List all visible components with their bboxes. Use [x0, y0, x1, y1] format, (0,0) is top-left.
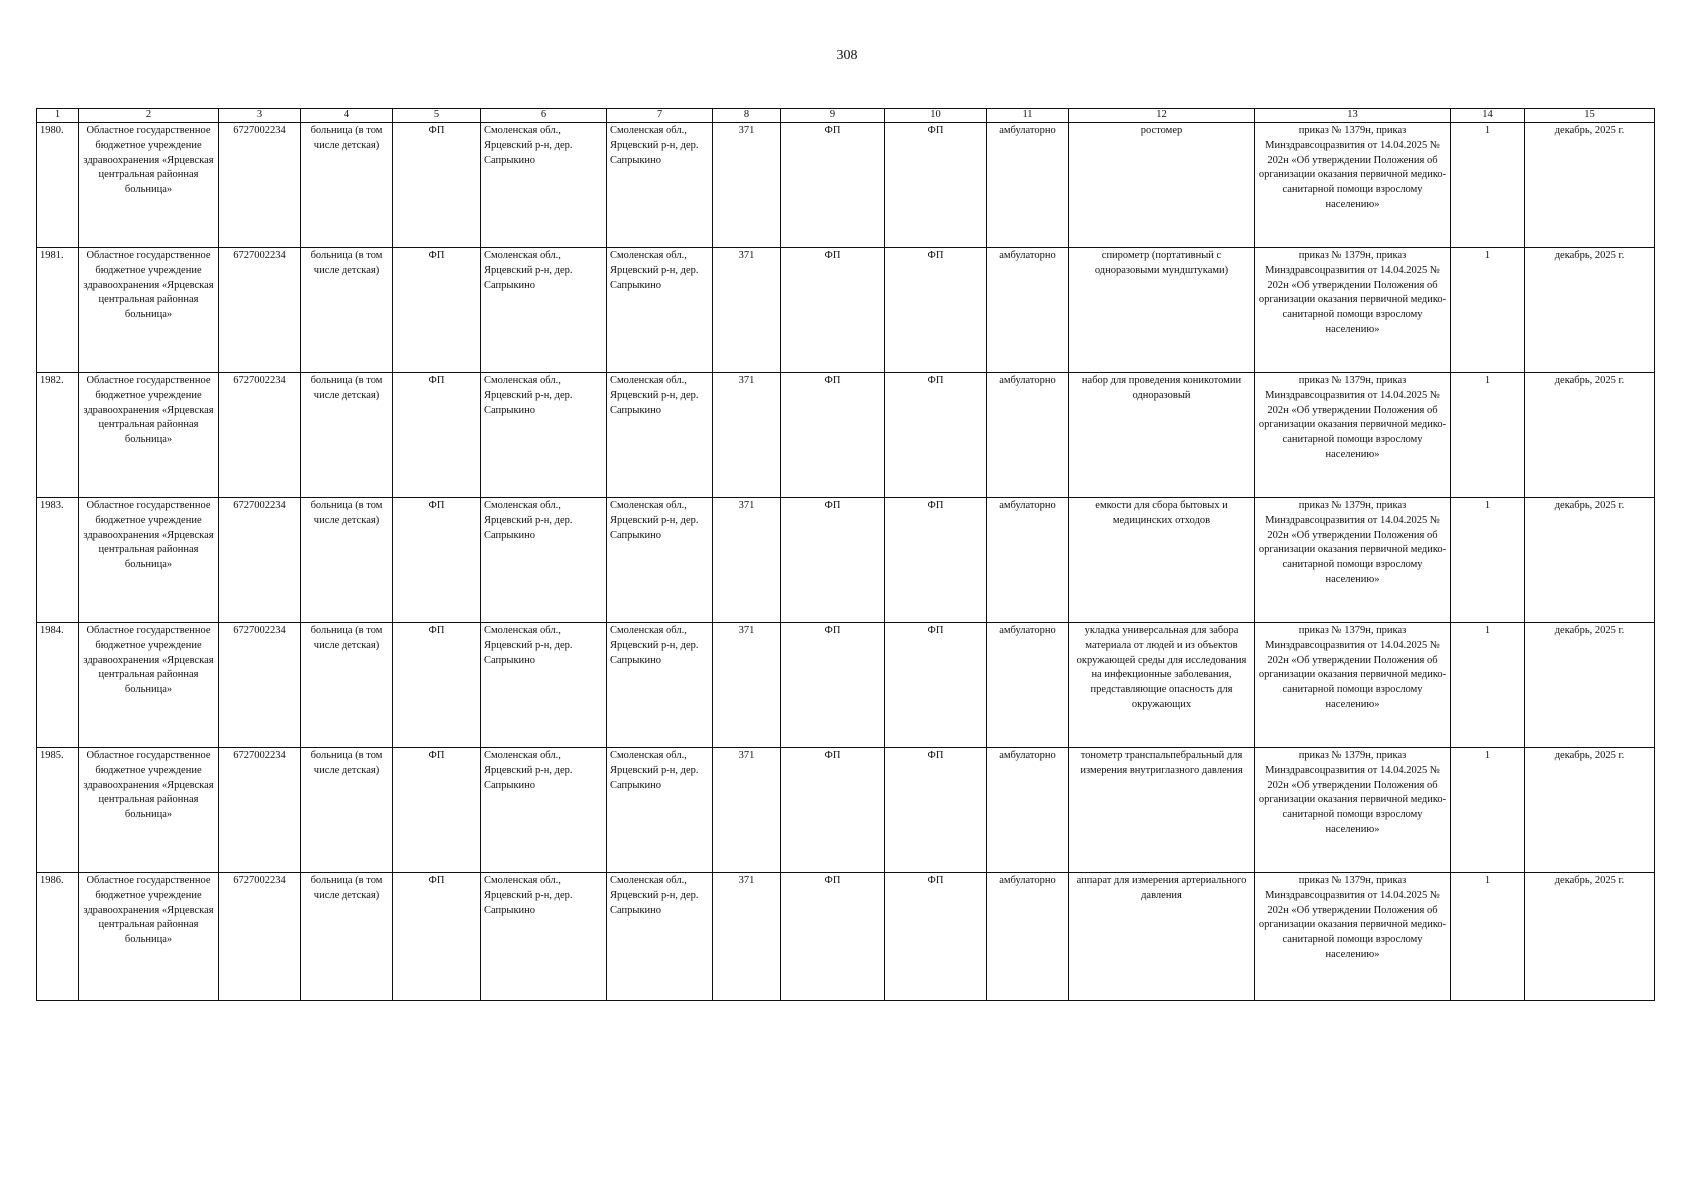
- facility-type-cell: больница (в том числе детская): [301, 373, 393, 498]
- facility-type-cell: больница (в том числе детская): [301, 498, 393, 623]
- row-number-cell: 1985.: [37, 748, 79, 873]
- organization-name-cell: Областное государственное бюджетное учреждение здравоохранения «Ярцевская центральная районная больница»: [79, 123, 219, 248]
- organization-name-cell: Областное государственное бюджетное учреждение здравоохранения «Ярцевская центральная районная больница»: [79, 748, 219, 873]
- organization-inn-cell: 6727002234: [219, 623, 301, 748]
- care-mode-cell: амбулаторно: [987, 498, 1069, 623]
- address-actual-cell: Смоленская обл., Ярцевский р-н, дер. Сапрыкино: [607, 873, 713, 1001]
- unit-name-cell: ФП: [781, 623, 885, 748]
- quantity-cell: 1: [1451, 373, 1525, 498]
- column-number-header: 7: [607, 109, 713, 123]
- column-number-header: 4: [301, 109, 393, 123]
- code-value-cell: 371: [713, 623, 781, 748]
- equipment-name-cell: тонометр транспальпебральный для измерения внутриглазного давления: [1069, 748, 1255, 873]
- column-number-header: 10: [885, 109, 987, 123]
- column-number-header: 5: [393, 109, 481, 123]
- organization-inn-cell: 6727002234: [219, 498, 301, 623]
- address-actual-cell: Смоленская обл., Ярцевский р-н, дер. Сапрыкино: [607, 248, 713, 373]
- address-legal-cell: Смоленская обл., Ярцевский р-н, дер. Сапрыкино: [481, 623, 607, 748]
- table-row: [37, 748, 1655, 873]
- quantity-cell: 1: [1451, 248, 1525, 373]
- column-number-header: 1: [37, 109, 79, 123]
- unit-type-cell: ФП: [393, 748, 481, 873]
- column-number-header: 6: [481, 109, 607, 123]
- table-row: [37, 623, 1655, 748]
- equipment-name-cell: емкости для сбора бытовых и медицинских отходов: [1069, 498, 1255, 623]
- quantity-cell: 1: [1451, 873, 1525, 1001]
- code-value-cell: 371: [713, 373, 781, 498]
- care-mode-cell: амбулаторно: [987, 123, 1069, 248]
- table-row: [37, 498, 1655, 623]
- address-actual-cell: Смоленская обл., Ярцевский р-н, дер. Сапрыкино: [607, 373, 713, 498]
- row-number-cell: 1981.: [37, 248, 79, 373]
- address-legal-cell: Смоленская обл., Ярцевский р-н, дер. Сапрыкино: [481, 248, 607, 373]
- unit-name-cell: ФП: [781, 373, 885, 498]
- organization-name-cell: Областное государственное бюджетное учреждение здравоохранения «Ярцевская центральная районная больница»: [79, 623, 219, 748]
- organization-inn-cell: 6727002234: [219, 748, 301, 873]
- care-mode-cell: амбулаторно: [987, 873, 1069, 1001]
- address-legal-cell: Смоленская обл., Ярцевский р-н, дер. Сапрыкино: [481, 123, 607, 248]
- address-legal-cell: Смоленская обл., Ярцевский р-н, дер. Сапрыкино: [481, 873, 607, 1001]
- organization-inn-cell: 6727002234: [219, 123, 301, 248]
- unit-subdivision-cell: ФП: [885, 248, 987, 373]
- equipment-name-cell: укладка универсальная для забора материала от людей и из объектов окружающей среды для исследования на инфекционные заболевания, представляющие опасность для окружающих: [1069, 623, 1255, 748]
- unit-subdivision-cell: ФП: [885, 873, 987, 1001]
- unit-name-cell: ФП: [781, 248, 885, 373]
- equipment-name-cell: набор для проведения коникотомии одноразовый: [1069, 373, 1255, 498]
- column-number-header: 14: [1451, 109, 1525, 123]
- row-number-cell: 1984.: [37, 623, 79, 748]
- quantity-cell: 1: [1451, 623, 1525, 748]
- row-number-cell: 1980.: [37, 123, 79, 248]
- organization-name-cell: Областное государственное бюджетное учреждение здравоохранения «Ярцевская центральная районная больница»: [79, 248, 219, 373]
- address-legal-cell: Смоленская обл., Ярцевский р-н, дер. Сапрыкино: [481, 748, 607, 873]
- column-number-header: 12: [1069, 109, 1255, 123]
- care-mode-cell: амбулаторно: [987, 623, 1069, 748]
- organization-inn-cell: 6727002234: [219, 373, 301, 498]
- facility-type-cell: больница (в том числе детская): [301, 123, 393, 248]
- address-actual-cell: Смоленская обл., Ярцевский р-н, дер. Сапрыкино: [607, 498, 713, 623]
- legal-basis-cell: приказ № 1379н, приказ Минздравсоцразвития от 14.04.2025 № 202н «Об утверждении Положения об организации оказания первичной медико-санитарной помощи взрослому населению»: [1255, 623, 1451, 748]
- equipment-register-table: [36, 108, 1655, 1001]
- code-value-cell: 371: [713, 248, 781, 373]
- code-value-cell: 371: [713, 498, 781, 623]
- column-number-header: 13: [1255, 109, 1451, 123]
- legal-basis-cell: приказ № 1379н, приказ Минздравсоцразвития от 14.04.2025 № 202н «Об утверждении Положения об организации оказания первичной медико-санитарной помощи взрослому населению»: [1255, 498, 1451, 623]
- deadline-cell: декабрь, 2025 г.: [1525, 748, 1655, 873]
- code-value-cell: 371: [713, 123, 781, 248]
- row-number-cell: 1983.: [37, 498, 79, 623]
- deadline-cell: декабрь, 2025 г.: [1525, 623, 1655, 748]
- facility-type-cell: больница (в том числе детская): [301, 623, 393, 748]
- row-number-cell: 1982.: [37, 373, 79, 498]
- organization-name-cell: Областное государственное бюджетное учреждение здравоохранения «Ярцевская центральная районная больница»: [79, 498, 219, 623]
- table-row: [37, 123, 1655, 248]
- table-row: [37, 873, 1655, 1001]
- unit-type-cell: ФП: [393, 373, 481, 498]
- unit-type-cell: ФП: [393, 498, 481, 623]
- unit-type-cell: ФП: [393, 248, 481, 373]
- unit-type-cell: ФП: [393, 873, 481, 1001]
- unit-subdivision-cell: ФП: [885, 623, 987, 748]
- table-row: [37, 248, 1655, 373]
- deadline-cell: декабрь, 2025 г.: [1525, 873, 1655, 1001]
- care-mode-cell: амбулаторно: [987, 373, 1069, 498]
- column-number-header: 9: [781, 109, 885, 123]
- column-number-header: 2: [79, 109, 219, 123]
- column-number-row: [37, 109, 1655, 123]
- unit-subdivision-cell: ФП: [885, 498, 987, 623]
- quantity-cell: 1: [1451, 498, 1525, 623]
- deadline-cell: декабрь, 2025 г.: [1525, 248, 1655, 373]
- deadline-cell: декабрь, 2025 г.: [1525, 373, 1655, 498]
- facility-type-cell: больница (в том числе детская): [301, 248, 393, 373]
- unit-subdivision-cell: ФП: [885, 123, 987, 248]
- code-value-cell: 371: [713, 748, 781, 873]
- organization-name-cell: Областное государственное бюджетное учреждение здравоохранения «Ярцевская центральная районная больница»: [79, 373, 219, 498]
- address-actual-cell: Смоленская обл., Ярцевский р-н, дер. Сапрыкино: [607, 623, 713, 748]
- unit-name-cell: ФП: [781, 873, 885, 1001]
- facility-type-cell: больница (в том числе детская): [301, 748, 393, 873]
- care-mode-cell: амбулаторно: [987, 748, 1069, 873]
- unit-name-cell: ФП: [781, 748, 885, 873]
- legal-basis-cell: приказ № 1379н, приказ Минздравсоцразвития от 14.04.2025 № 202н «Об утверждении Положения об организации оказания первичной медико-санитарной помощи взрослому населению»: [1255, 748, 1451, 873]
- unit-name-cell: ФП: [781, 123, 885, 248]
- table-body: [37, 123, 1655, 1001]
- care-mode-cell: амбулаторно: [987, 248, 1069, 373]
- legal-basis-cell: приказ № 1379н, приказ Минздравсоцразвития от 14.04.2025 № 202н «Об утверждении Положения об организации оказания первичной медико-санитарной помощи взрослому населению»: [1255, 248, 1451, 373]
- equipment-name-cell: аппарат для измерения артериального давления: [1069, 873, 1255, 1001]
- address-legal-cell: Смоленская обл., Ярцевский р-н, дер. Сапрыкино: [481, 373, 607, 498]
- legal-basis-cell: приказ № 1379н, приказ Минздравсоцразвития от 14.04.2025 № 202н «Об утверждении Положения об организации оказания первичной медико-санитарной помощи взрослому населению»: [1255, 373, 1451, 498]
- organization-inn-cell: 6727002234: [219, 873, 301, 1001]
- unit-name-cell: ФП: [781, 498, 885, 623]
- table-header: [37, 109, 1655, 123]
- address-actual-cell: Смоленская обл., Ярцевский р-н, дер. Сапрыкино: [607, 748, 713, 873]
- column-number-header: 11: [987, 109, 1069, 123]
- facility-type-cell: больница (в том числе детская): [301, 873, 393, 1001]
- equipment-name-cell: ростомер: [1069, 123, 1255, 248]
- address-actual-cell: Смоленская обл., Ярцевский р-н, дер. Сапрыкино: [607, 123, 713, 248]
- page-number: 308: [836, 48, 858, 63]
- organization-inn-cell: 6727002234: [219, 248, 301, 373]
- deadline-cell: декабрь, 2025 г.: [1525, 498, 1655, 623]
- table-row: [37, 373, 1655, 498]
- column-number-header: 15: [1525, 109, 1655, 123]
- equipment-name-cell: спирометр (портативный с одноразовыми мундштуками): [1069, 248, 1255, 373]
- quantity-cell: 1: [1451, 123, 1525, 248]
- legal-basis-cell: приказ № 1379н, приказ Минздравсоцразвития от 14.04.2025 № 202н «Об утверждении Положения об организации оказания первичной медико-санитарной помощи взрослому населению»: [1255, 123, 1451, 248]
- column-number-header: 8: [713, 109, 781, 123]
- unit-type-cell: ФП: [393, 623, 481, 748]
- unit-type-cell: ФП: [393, 123, 481, 248]
- deadline-cell: декабрь, 2025 г.: [1525, 123, 1655, 248]
- unit-subdivision-cell: ФП: [885, 748, 987, 873]
- code-value-cell: 371: [713, 873, 781, 1001]
- row-number-cell: 1986.: [37, 873, 79, 1001]
- address-legal-cell: Смоленская обл., Ярцевский р-н, дер. Сапрыкино: [481, 498, 607, 623]
- quantity-cell: 1: [1451, 748, 1525, 873]
- column-number-header: 3: [219, 109, 301, 123]
- legal-basis-cell: приказ № 1379н, приказ Минздравсоцразвития от 14.04.2025 № 202н «Об утверждении Положения об организации оказания первичной медико-санитарной помощи взрослому населению»: [1255, 873, 1451, 1001]
- unit-subdivision-cell: ФП: [885, 373, 987, 498]
- organization-name-cell: Областное государственное бюджетное учреждение здравоохранения «Ярцевская центральная районная больница»: [79, 873, 219, 1001]
